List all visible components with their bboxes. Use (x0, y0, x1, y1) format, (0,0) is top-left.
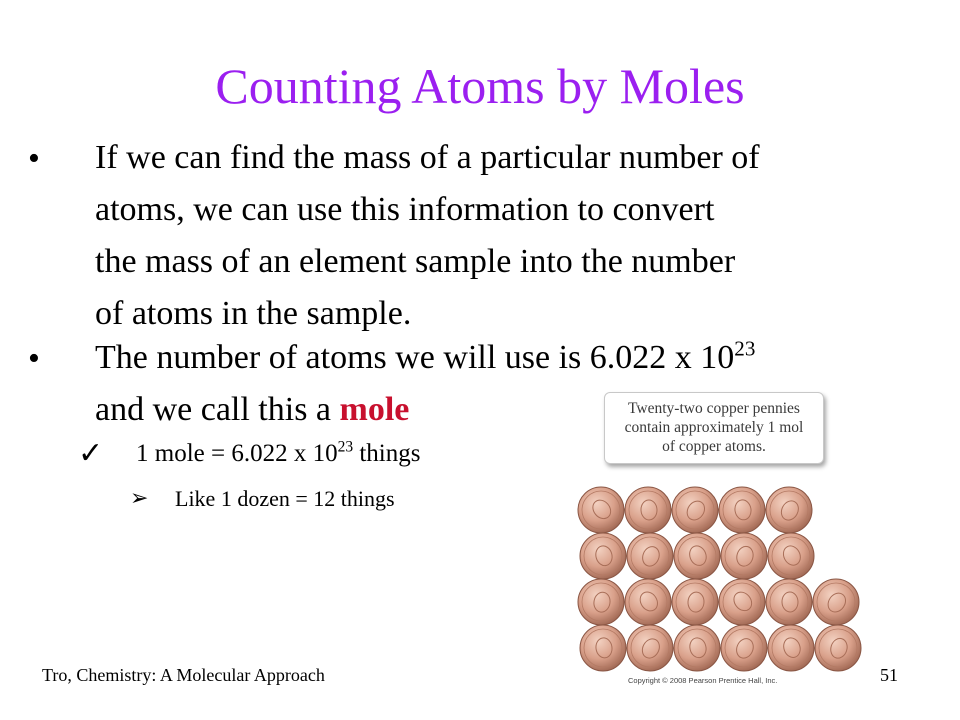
penny (580, 625, 626, 671)
caption-line-1: Twenty-two copper pennies (628, 400, 800, 417)
bullet-2-line-1 (95, 332, 955, 384)
caption-line-3: of copper atoms. (662, 438, 766, 455)
sub-bullet-2-text: Like 1 dozen = 12 things (175, 486, 395, 511)
bullet-2-line-2 (95, 384, 955, 436)
penny (766, 579, 812, 625)
penny (719, 579, 765, 625)
penny (580, 533, 626, 579)
penny (627, 625, 673, 671)
bullet-1-text (95, 132, 955, 340)
bullet-2-text (95, 332, 955, 436)
figure-caption (604, 392, 824, 464)
bullet-1-line-3: the mass of an element sample into the number (95, 243, 736, 280)
penny (674, 533, 720, 579)
sub-bullet-1-suffix: things (353, 440, 421, 467)
caption-line-2: contain approximately 1 mol (624, 419, 804, 436)
penny (815, 625, 861, 671)
slide-title: Counting Atoms by Moles (215, 58, 745, 114)
penny (721, 533, 767, 579)
penny (768, 533, 814, 579)
arrow-right-icon: ➢ (130, 486, 149, 511)
sub-bullet-1-exponent: 23 (337, 438, 354, 456)
bullet-2-line-2-text: and we call this a (95, 391, 340, 428)
penny (625, 487, 671, 533)
bullet-2-line-1-text: The number of atoms we will use is 6.022 x 10 (95, 339, 735, 376)
penny (768, 625, 814, 671)
penny (672, 487, 718, 533)
pennies-image (575, 485, 865, 685)
footer-source: Tro, Chemistry: A Molecular Approach (42, 665, 325, 685)
page-number: 51 (880, 665, 898, 685)
bullet-2-exponent: 23 (734, 336, 756, 361)
bullet-1-marker: • (28, 140, 40, 177)
penny (719, 487, 765, 533)
penny (578, 579, 624, 625)
bullet-2-marker: • (28, 340, 40, 377)
penny (813, 579, 859, 625)
copyright-notice: Copyright © 2008 Pearson Prentice Hall, Inc. (628, 676, 778, 685)
penny (627, 533, 673, 579)
penny (721, 625, 767, 671)
bullet-1-line-2: atoms, we can use this information to convert (95, 191, 715, 228)
mole-highlight: mole (339, 391, 410, 428)
penny (625, 579, 671, 625)
penny (672, 579, 718, 625)
penny (766, 487, 812, 533)
checkmark-icon: ✓ (78, 436, 104, 471)
bullet-1-line-4: of atoms in the sample. (95, 295, 412, 332)
sub-bullet-1-text (136, 436, 420, 472)
bullet-1-line-1: If we can find the mass of a particular number of (95, 139, 760, 176)
sub-bullet-1-prefix: 1 mole = 6.022 x 10 (136, 440, 338, 467)
penny (674, 625, 720, 671)
penny (578, 487, 624, 533)
